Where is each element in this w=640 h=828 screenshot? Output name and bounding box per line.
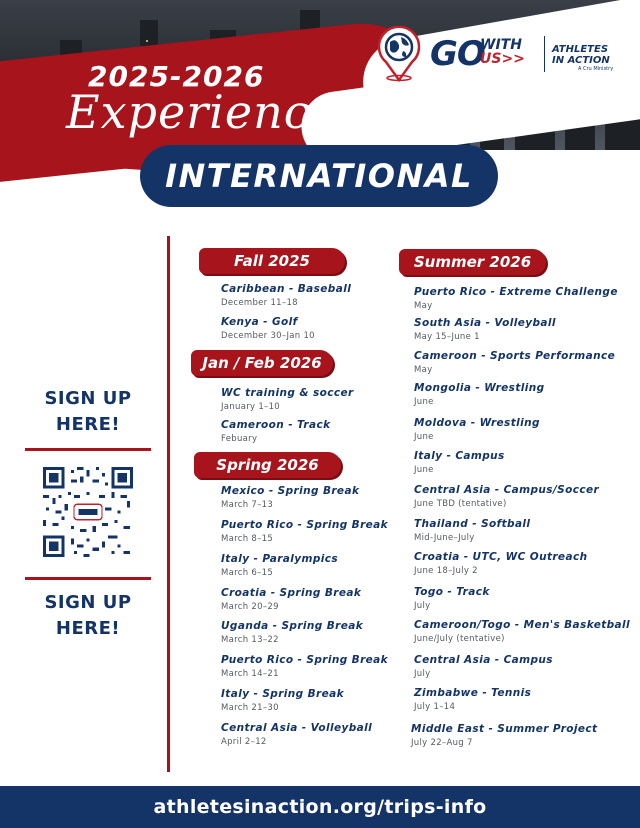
trip-title: Croatia - Spring Break xyxy=(221,587,362,599)
section-pill-jan-feb-2026: Jan / Feb 2026 xyxy=(191,350,333,376)
list-item xyxy=(221,688,431,713)
cru-ministry-text: A Cru Ministry xyxy=(578,66,614,72)
trip-date: June xyxy=(414,397,434,407)
trip-date: July 1–14 xyxy=(414,702,456,712)
go-with-us-logo xyxy=(372,26,622,86)
logo-go-text: GO xyxy=(430,34,485,74)
list-item xyxy=(221,387,431,412)
list-item xyxy=(414,382,624,407)
trip-title: Thailand - Softball xyxy=(414,518,531,530)
qr-code-icon[interactable] xyxy=(43,467,133,557)
section-pill-summer-2026: Summer 2026 xyxy=(399,249,546,275)
list-item xyxy=(414,619,631,644)
list-item xyxy=(221,620,431,645)
list-item xyxy=(221,654,431,679)
list-item xyxy=(221,283,431,308)
trip-title: Middle East - Summer Project xyxy=(411,723,598,735)
footer-url-link[interactable]: athletesinaction.org/trips-info xyxy=(153,796,487,818)
signup-heading-bottom: SIGN UP HERE! xyxy=(44,592,132,639)
trip-date: July 22–Aug 7 xyxy=(411,738,473,748)
trip-title: Cameroon/Togo - Men's Basketball xyxy=(414,619,631,631)
logo-with-us xyxy=(480,38,525,66)
sidebar-rule-top xyxy=(25,448,151,451)
trip-title: Togo - Track xyxy=(414,586,490,598)
experiences-script-title: Experiences xyxy=(66,85,364,139)
trip-date: June/July (tentative) xyxy=(414,634,505,644)
trip-title: Caribbean - Baseball xyxy=(221,283,352,295)
signup-heading-top: SIGN UP HERE! xyxy=(44,388,132,435)
international-banner-text: INTERNATIONAL xyxy=(165,157,473,195)
trip-title: Zimbabwe - Tennis xyxy=(414,687,532,699)
list-item xyxy=(414,654,624,679)
trip-date: June 18–July 2 xyxy=(414,566,478,576)
list-item xyxy=(414,450,624,475)
globe-pin-icon xyxy=(376,26,422,82)
trip-title: Central Asia - Campus xyxy=(414,654,553,666)
logo-with-text: WITH xyxy=(480,37,522,53)
trip-date: June TBD (tentative) xyxy=(414,499,507,509)
list-item xyxy=(414,586,624,611)
trip-title: South Asia - Volleyball xyxy=(414,317,556,329)
section-pill-fall-2025: Fall 2025 xyxy=(199,248,345,274)
trip-title: WC training & soccer xyxy=(221,387,354,399)
list-item xyxy=(411,723,621,748)
trip-date: July xyxy=(414,669,431,679)
trip-title: Mongolia - Wrestling xyxy=(414,382,545,394)
list-item xyxy=(221,485,431,510)
trip-date: December 11–18 xyxy=(221,298,298,308)
trip-date: March 14–21 xyxy=(221,669,279,679)
trip-title: Uganda - Spring Break xyxy=(221,620,364,632)
trip-date: June xyxy=(414,432,434,442)
list-item xyxy=(221,316,431,341)
vertical-divider xyxy=(167,236,170,772)
trip-date: March 20–29 xyxy=(221,602,279,612)
logo-divider xyxy=(544,36,545,72)
sidebar-rule-bottom xyxy=(25,577,151,580)
footer-bar xyxy=(0,786,640,828)
trip-date: May 15–June 1 xyxy=(414,332,480,342)
trip-title: Italy - Spring Break xyxy=(221,688,344,700)
year-title: 2025-2026 xyxy=(88,60,265,93)
trip-date: March 21–30 xyxy=(221,703,279,713)
trip-date: May xyxy=(414,365,433,375)
trip-date: March 13–22 xyxy=(221,635,279,645)
trip-date: June xyxy=(414,465,434,475)
trip-title: Moldova - Wrestling xyxy=(414,417,540,429)
list-item xyxy=(414,687,624,712)
trip-title: Croatia - UTC, WC Outreach xyxy=(414,551,588,563)
trip-title: Cameroon - Sports Performance xyxy=(414,350,616,362)
trip-title: Central Asia - Volleyball xyxy=(221,722,373,734)
list-item xyxy=(221,722,431,747)
list-item xyxy=(414,551,624,576)
trip-date: March 6–15 xyxy=(221,568,274,578)
list-item xyxy=(414,518,624,543)
header xyxy=(0,0,640,230)
trip-date: Mid-June–July xyxy=(414,533,475,543)
trip-date: March 8–15 xyxy=(221,534,274,544)
trip-title: Italy - Campus xyxy=(414,450,505,462)
trip-date: Febuary xyxy=(221,434,258,444)
trip-date: May xyxy=(414,301,433,311)
list-item xyxy=(414,317,624,342)
trip-date: December 30–Jan 10 xyxy=(221,331,315,341)
list-item xyxy=(221,553,431,578)
trip-title: Cameroon - Track xyxy=(221,419,331,431)
international-banner xyxy=(140,145,498,207)
trip-title: Mexico - Spring Break xyxy=(221,485,360,497)
list-item xyxy=(414,286,624,311)
list-item xyxy=(414,350,624,375)
list-item xyxy=(414,484,624,509)
athletes-in-action-logo-text: ATHLETES IN ACTION xyxy=(552,44,610,66)
signup-sidebar xyxy=(22,386,154,642)
list-item xyxy=(221,519,431,544)
list-item xyxy=(221,587,431,612)
trip-date: April 2–12 xyxy=(221,737,267,747)
section-pill-spring-2026: Spring 2026 xyxy=(194,452,341,478)
trip-title: Puerto Rico - Spring Break xyxy=(221,654,389,666)
trip-date: July xyxy=(414,601,431,611)
trip-date: January 1–10 xyxy=(221,402,280,412)
trip-title: Puerto Rico - Extreme Challenge xyxy=(414,286,618,298)
trip-title: Puerto Rico - Spring Break xyxy=(221,519,389,531)
logo-us-text: US>> xyxy=(480,51,525,67)
list-item xyxy=(414,417,624,442)
list-item xyxy=(221,419,431,444)
trip-title: Central Asia - Campus/Soccer xyxy=(414,484,600,496)
trip-date: March 7–13 xyxy=(221,500,274,510)
trip-title: Kenya - Golf xyxy=(221,316,298,328)
trip-title: Italy - Paralympics xyxy=(221,553,339,565)
